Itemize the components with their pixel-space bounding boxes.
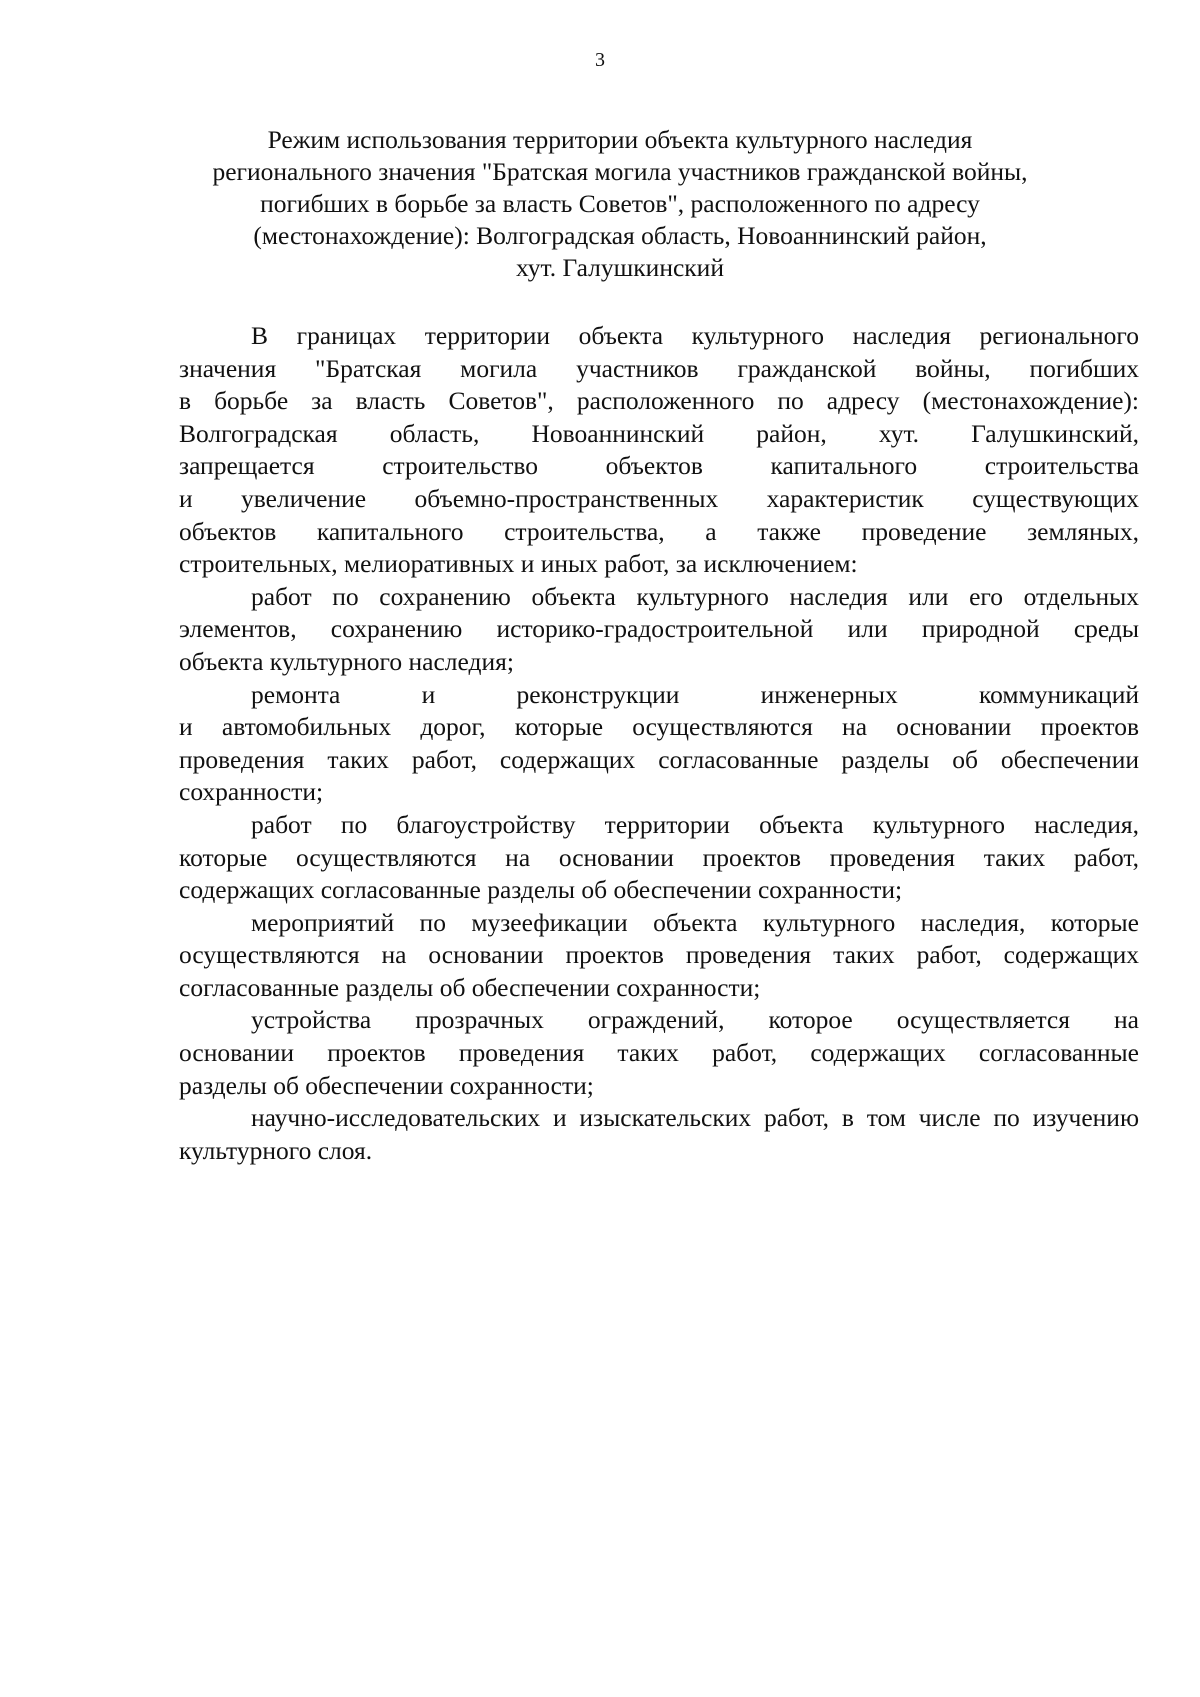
body-line: и увеличение объемно-пространственных характеристик существующих	[179, 483, 1139, 513]
body-line: культурного слоя.	[179, 1135, 373, 1165]
body-line: которые осуществляются на основании проектов проведения таких работ,	[179, 842, 1139, 872]
body-line: Волгоградская область, Новоаннинский район, хут. Галушкинский,	[179, 418, 1139, 448]
body-line: мероприятий по музеефикации объекта культурного наследия, которые	[251, 907, 1139, 937]
body-line: объектов капитального строительства, а также проведение земляных,	[179, 516, 1139, 546]
document-title	[180, 124, 1060, 284]
body-line: ремонта и реконструкции инженерных коммуникаций	[251, 679, 1139, 709]
body-line: элементов, сохранению историко-градостроительной или природной среды	[179, 614, 1139, 644]
title-line: регионального значения "Братская могила участников гражданской войны,	[212, 157, 1028, 186]
body-line: значения "Братская могила участников гражданской войны, погибших	[179, 353, 1139, 383]
body-line: основании проектов проведения таких работ, содержащих согласованные	[179, 1038, 1139, 1068]
document-body	[179, 320, 1139, 1167]
body-line: объекта культурного наследия;	[179, 646, 514, 676]
body-line: В границах территории объекта культурного наследия регионального	[251, 321, 1139, 350]
body-line: осуществляются на основании проектов проведения таких работ, содержащих	[179, 940, 1139, 970]
body-line: запрещается строительство объектов капитального строительства	[179, 451, 1139, 481]
body-line: работ по благоустройству территории объекта культурного наследия,	[251, 809, 1139, 839]
title-line: хут. Галушкинский	[516, 253, 724, 282]
body-line: проведения таких работ, содержащих согласованные разделы об обеспечении	[179, 744, 1139, 774]
body-line: устройства прозрачных ограждений, которое осуществляется на	[251, 1005, 1139, 1035]
body-line: научно-исследовательских и изыскательских работ, в том числе по изучению	[251, 1103, 1139, 1133]
body-line: в борьбе за власть Советов", расположенного по адресу (местонахождение):	[179, 386, 1139, 416]
body-line: содержащих согласованные разделы об обеспечении сохранности;	[179, 875, 903, 905]
title-line: Режим использования территории объекта культурного наследия	[267, 125, 973, 154]
body-line: согласованные разделы об обеспечении сохранности;	[179, 972, 761, 1002]
title-line: погибших в борьбе за власть Советов", расположенного по адресу	[260, 189, 980, 218]
body-line: работ по сохранению объекта культурного наследия или его отдельных	[251, 581, 1139, 611]
body-line: сохранности;	[179, 777, 324, 807]
body-line: и автомобильных дорог, которые осуществляются на основании проектов	[179, 712, 1139, 742]
body-line: разделы об обеспечении сохранности;	[179, 1070, 594, 1100]
body-line: строительных, мелиоративных и иных работ, за исключением:	[179, 549, 858, 579]
page-number: 3	[595, 49, 605, 71]
title-line: (местонахождение): Волгоградская область, Новоаннинский район,	[253, 221, 987, 250]
